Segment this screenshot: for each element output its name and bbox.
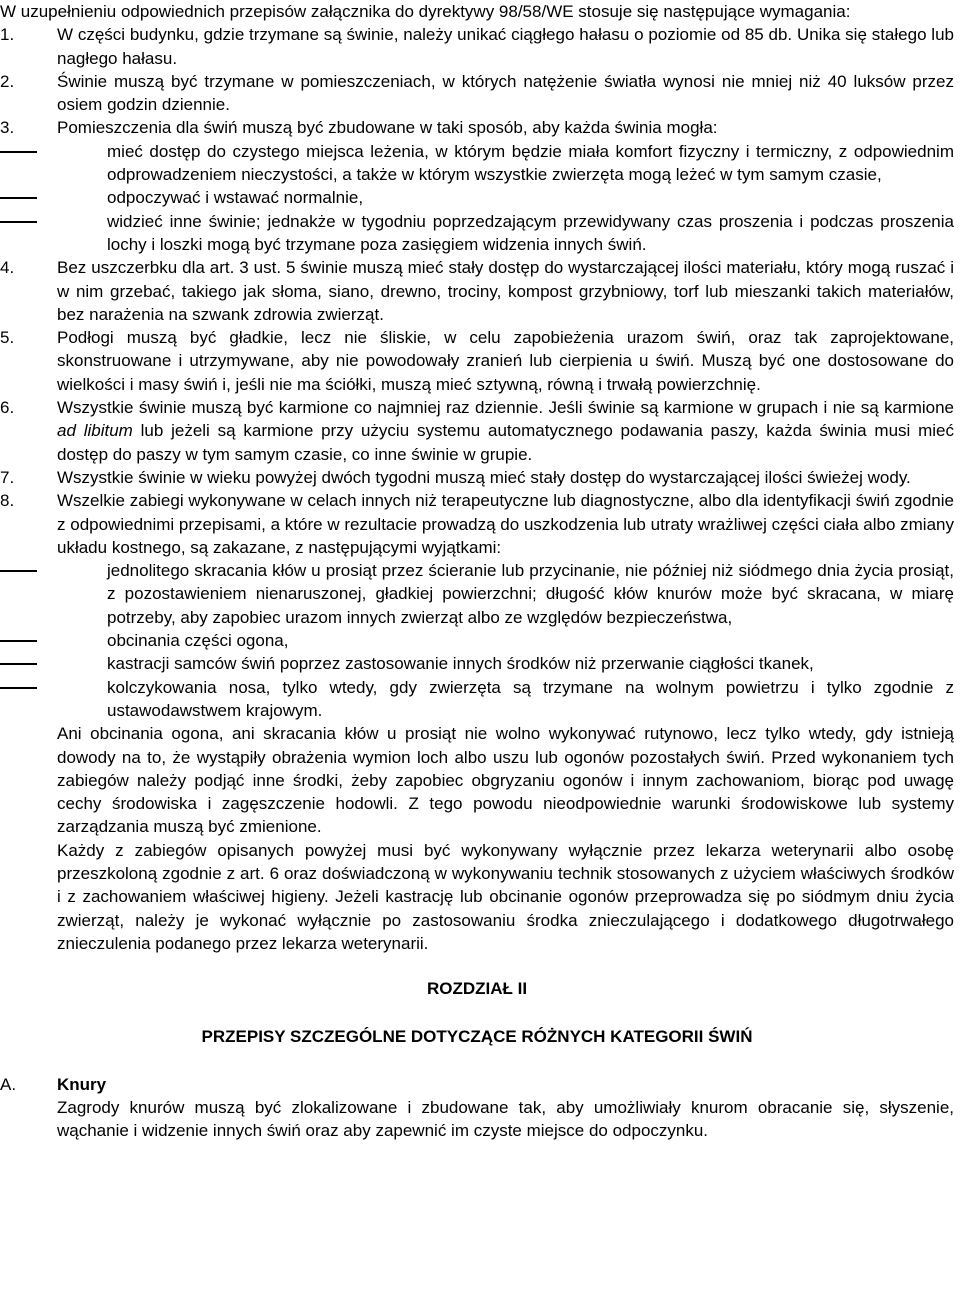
item-number: 3.: [0, 118, 15, 138]
item-text: [57, 396, 954, 466]
item-number: 8.: [0, 491, 15, 511]
item-number: 7.: [0, 467, 15, 487]
section-heading: Knury: [57, 1074, 107, 1094]
item-body: [57, 23, 954, 70]
item-number: 1.: [0, 25, 15, 45]
dash-item: [0, 186, 954, 209]
item-number: 6.: [0, 398, 15, 418]
list-item-3: [0, 116, 954, 256]
chapter-title: ROZDZIAŁ II: [426, 979, 528, 999]
dash-text: odpoczywać i wstawać normalnie,: [107, 188, 364, 208]
item-body: [57, 466, 954, 489]
item-text: Świnie muszą być trzymane w pomieszczeniach, w których natężenie światła wynosi nie mniej niż 40 luksów przez osiem godzin dziennie.: [57, 71, 954, 115]
section-body: [57, 1096, 954, 1143]
dash-item: [0, 559, 954, 629]
chapter-subtitle: PRZEPISY SZCZEGÓLNE DOTYCZĄCE RÓŻNYCH KATEGORII ŚWIŃ: [201, 1027, 753, 1047]
item-body: [57, 396, 954, 466]
item-body: [57, 326, 954, 396]
dash-text: mieć dostęp do czystego miejsca leżenia, w którym będzie miała komfort fizyczny i termiczny, z odpowiednim odprowadzeniem nieczystości, a także w którym wszystkie zwierzęta mogą leżeć w tym samym czasie,: [107, 141, 954, 185]
item-text-italic: ad libitum: [57, 421, 133, 441]
dash-item: [0, 629, 954, 652]
dash-bullet: [0, 652, 107, 675]
dash-bullet: [0, 140, 107, 163]
item-body: [57, 116, 954, 256]
list-item-6: [0, 396, 954, 466]
item-body: [57, 489, 954, 955]
intro-paragraph: W uzupełnieniu odpowiednich przepisów załącznika do dyrektywy 98/58/WE stosuje się następujące wymagania:: [0, 2, 851, 21]
section-letter: A.: [0, 1074, 17, 1094]
list-item-5: [0, 326, 954, 396]
item-text: Bez uszczerbku dla art. 3 ust. 5 świnie muszą mieć stały dostęp do wystarczającej ilości materiału, który mogą ruszać i w nim grzebać, takiego jak słoma, siano, drewno, trociny, kompost grzybniowy, torf lub mieszanki takich materiałów, bez narażenia na szwank zdrowia zwierząt.: [57, 258, 954, 324]
item-text: Wszystkie świnie w wieku powyżej dwóch tygodni muszą mieć stały dostęp do wystarczającej ilości świeżej wody.: [57, 467, 911, 487]
dash-item: [0, 210, 954, 257]
item-text: Podłogi muszą być gładkie, lecz nie śliskie, w celu zapobieżenia urazom świń, oraz tak zaprojektowane, skonstruowane i utrzymywane, aby nie powodowały zranień lub cierpienia u świń. Muszą być one dostosowane do wielkości i masy świń i, jeśli nie ma ściółki, muszą mieć sztywną, równą i trwałą powierzchnię.: [57, 328, 954, 394]
item-text: W części budynku, gdzie trzymane są świnie, należy unikać ciągłego hałasu o poziomie od 85 db. Unika się stałego lub nagłego hałasu.: [57, 25, 954, 68]
dash-bullet: [0, 559, 107, 582]
section-text: Zagrody knurów muszą być zlokalizowane i zbudowane tak, aby umożliwiały knurom obracanie się, słyszenie, wąchanie i widzenie innych świń oraz aby zapewnić im czyste miejsce do odpoczynku.: [57, 1098, 954, 1141]
dash-text: jednolitego skracania kłów u prosiąt przez ścieranie lub przycinanie, nie później niż siódmego dnia życia prosiąt, z pozostawieniem nienaruszonej, gładkiej powierzchni; długość kłów knurów może być skracana, w miarę potrzeby, aby zapobiec urazom innych zwierząt albo ze względów bezpieczeństwa,: [107, 561, 954, 627]
dash-item: [0, 652, 954, 675]
dash-item: [0, 676, 954, 723]
section-a: [0, 1073, 954, 1096]
item-body: [57, 70, 954, 117]
dash-text: kastracji samców świń poprzez zastosowanie innych środków niż przerwanie ciągłości tkanek,: [107, 654, 814, 674]
dash-item: [0, 140, 954, 187]
dash-text: obcinania części ogona,: [107, 631, 289, 651]
list-item-7: [0, 466, 954, 489]
list-item-1: [0, 23, 954, 70]
dash-bullet: [0, 629, 107, 652]
section-body: [57, 1073, 954, 1096]
dash-bullet: [0, 210, 107, 233]
item-number: 5.: [0, 328, 15, 348]
item-number: 2.: [0, 71, 15, 91]
list-item-4: [0, 256, 954, 326]
item-paragraph: Każdy z zabiegów opisanych powyżej musi być wykonywany wyłącznie przez lekarza weterynarii albo osobę przeszkoloną zgodnie z art. 6 oraz doświadczoną w wykonywaniu technik stosowanych z użyciem właściwych środków i z zachowaniem właściwej higieny. Jeżeli kastrację lub obcinanie ogonów przeprowadza się po siódmym dniu życia zwierząt, należy je wykonać wyłącznie po zastosowaniu środka znieczulającego i dodatkowego długotrwałego znieczulenia podanego przez lekarza weterynarii.: [57, 840, 954, 953]
list-item-8: [0, 489, 954, 955]
dash-text: kolczykowania nosa, tylko wtedy, gdy zwierzęta są trzymane na wolnym powietrzu i tylko zgodnie z ustawodawstwem krajowym.: [107, 677, 954, 720]
item-text-part: Wszystkie świnie muszą być karmione co najmniej raz dziennie. Jeśli świnie są karmione w grupach i nie są karmione: [57, 398, 954, 418]
item-text: Wszelkie zabiegi wykonywane w celach innych niż terapeutyczne lub diagnostyczne, albo dla identyfikacji świń zgodnie z odpowiednimi przepisami, a które w rezultacie prowadzą do uszkodzenia lub utraty wrażliwej części ciała albo zmiany układu kostnego, są zakazane, z następującymi wyjątkami:: [57, 491, 954, 557]
section-a-content: [0, 1096, 954, 1143]
list-item-2: [0, 70, 954, 117]
item-body: [57, 256, 954, 326]
dash-bullet: [0, 676, 107, 699]
dash-text: widzieć inne świnie; jednakże w tygodniu poprzedzającym przewidywany czas proszenia i podczas proszenia lochy i loszki mogą być trzymane poza zasięgiem widzenia innych świń.: [107, 211, 954, 254]
item-text-part: lub jeżeli są karmione przy użyciu systemu automatycznego podawania paszy, każda świnia musi mieć dostęp do paszy w tym samym czasie, co inne świnie w grupie.: [57, 421, 954, 464]
item-text: Pomieszczenia dla świń muszą być zbudowane w taki sposób, aby każda świnia mogła:: [57, 118, 718, 138]
dash-bullet: [0, 186, 107, 209]
item-paragraph: Ani obcinania ogona, ani skracania kłów u prosiąt nie wolno wykonywać rutynowo, lecz tylko wtedy, gdy istnieją dowody na to, że wystąpiły obrażenia wymion loch albo uszu lub ogonów pozostałych świń. Przed wykonaniem tych zabiegów należy podjąć inne środki, żeby zapobiec obgryzaniu ogonów i innym zachowaniom, biorąc pod uwagę cechy środowiska i zagęszczenie hodowli. Z tego powodu nieodpowiednie warunki środowiskowe lub systemy zarządzania muszą być zmienione.: [57, 724, 954, 837]
item-number: 4.: [0, 258, 15, 278]
